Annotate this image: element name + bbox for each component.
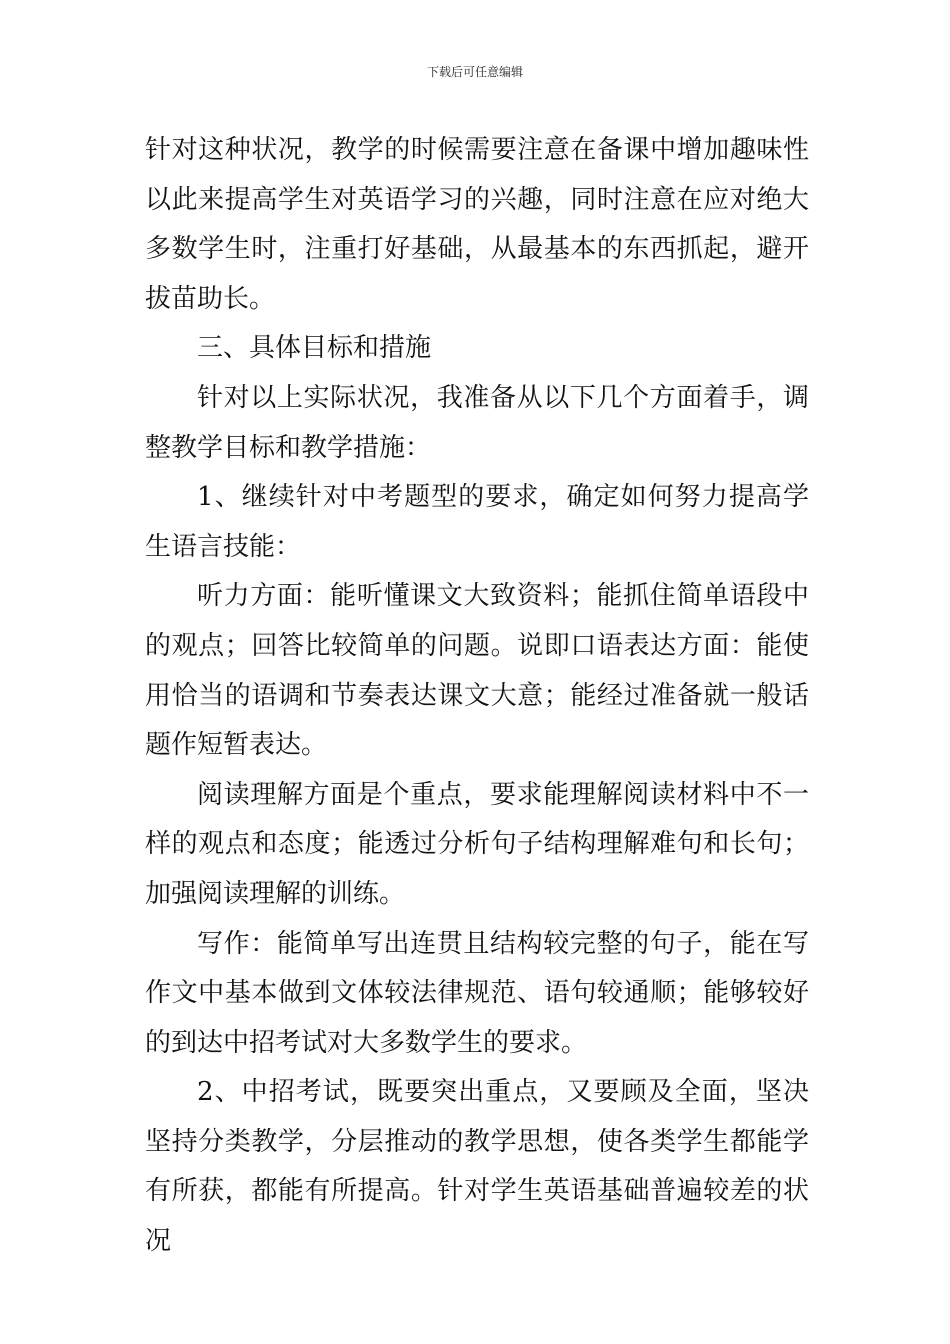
paragraph-1: 针对这种状况，教学的时候需要注意在备课中增加趣味性以此来提高学生对英语学习的兴趣，同时注意在应对绝大多数学生时，注重打好基础，从最基本的东西抓起，避开拔苗助长。 (145, 135, 809, 314)
paragraph-reading: 阅读理解方面是个重点，要求能理解阅读材料中不一样的观点和态度；能透过分析句子结构理解难句和长句；加强阅读理解的训练。 (145, 779, 809, 909)
section-heading-3: 三、具体目标和措施 (197, 333, 432, 364)
paragraph-2: 针对以上实际状况，我准备从以下几个方面着手，调整教学目标和教学措施： (145, 382, 809, 463)
paragraph-item-2: 2、中招考试，既要突出重点，又要顾及全面，坚决坚持分类教学，分层推动的教学思想，使各类学生都能学有所获，都能有所提高。针对学生英语基础普遍较差的状况 (145, 1077, 809, 1257)
paragraph-writing: 写作：能简单写出连贯且结构较完整的句子，能在写作文中基本做到文体较法律规范、语句较通顺；能够较好的到达中招考试对大多数学生的要求。 (145, 928, 809, 1058)
paragraph-item-1: 1、继续针对中考题型的要求，确定如何努力提高学生语言技能： (145, 482, 809, 562)
document-body (145, 126, 809, 1267)
page-header: 下载后可任意编辑 (426, 65, 523, 79)
paragraph-listening: 听力方面：能听懂课文大致资料；能抓住简单语段中的观点；回答比较简单的问题。说即口语表达方面：能使用恰当的语调和节奏表达课文大意；能经过准备就一般话题作短暂表达。 (145, 581, 809, 761)
